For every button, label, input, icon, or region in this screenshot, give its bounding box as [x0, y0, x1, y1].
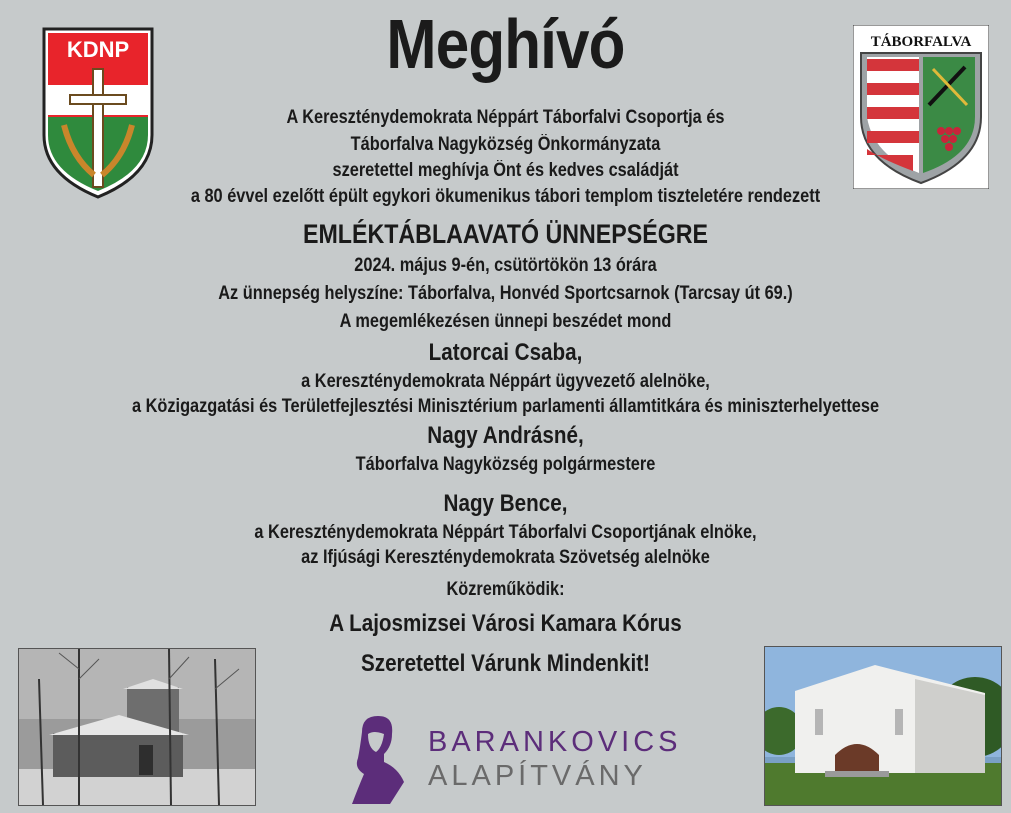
intro-line-3: szeretettel meghívja Önt és kedves családját [332, 160, 679, 181]
kdnp-logo-text: KDNP [66, 37, 130, 62]
speaker-2-role-1: Táborfalva Nagyközség polgármestere [355, 454, 656, 475]
speech-intro: A megemlékezésen ünnepi beszédet mond [339, 311, 672, 332]
church-building-photo [764, 646, 1002, 806]
historical-church-photo [18, 648, 256, 806]
speaker-3-role-1: a Kereszténydemokrata Néppárt Táborfalvi Csoportjának elnöke, [254, 522, 757, 543]
invitation-title: Meghívó [386, 5, 625, 83]
speaker-name-2: Nagy Andrásné, [427, 422, 584, 449]
event-date: 2024. május 9-én, csütörtökön 13 órára [354, 255, 657, 276]
speaker-name-1: Latorcai Csaba, [428, 339, 583, 366]
foundation-name-line-2: ALAPÍTVÁNY [428, 760, 647, 792]
intro-line-4: a 80 évvel ezelőtt épült egykori ökumenikus tábori templom tiszteletére rendezett [190, 186, 821, 207]
event-location: Az ünnepség helyszíne: Táborfalva, Honvéd Sportcsarnok (Tarcsay út 69.) [218, 283, 793, 304]
speaker-1-role-1: a Kereszténydemokrata Néppárt ügyvezető alelnöke, [301, 371, 710, 392]
contributor-label: Közreműködik: [446, 579, 565, 600]
intro-line-1: A Kereszténydemokrata Néppárt Táborfalvi Csoportja és [286, 107, 725, 128]
event-heading: EMLÉKTÁBLAAVATÓ ÜNNEPSÉGRE [302, 219, 709, 249]
barankovics-foundation-logo [340, 710, 680, 808]
speaker-1-role-2: a Közigazgatási és Területfejlesztési Minisztérium parlamenti államtitkára és miniszterhelyettese [131, 396, 880, 417]
taborfalva-logo-text: TÁBORFALVA [870, 34, 972, 50]
invitation-body [0, 104, 1011, 684]
speaker-name-3: Nagy Bence, [443, 490, 568, 517]
portrait-silhouette-icon [344, 712, 408, 806]
contributor-name: A Lajosmizsei Városi Kamara Kórus [329, 610, 682, 637]
speaker-3-role-2: az Ifjúsági Kereszténydemokrata Szövetség alelnöke [301, 547, 710, 568]
closing-line: Szeretettel Várunk Mindenkit! [360, 650, 651, 677]
intro-line-2: Táborfalva Nagyközség Önkormányzata [350, 134, 661, 155]
foundation-name-line-1: BARANKOVICS [428, 726, 682, 758]
